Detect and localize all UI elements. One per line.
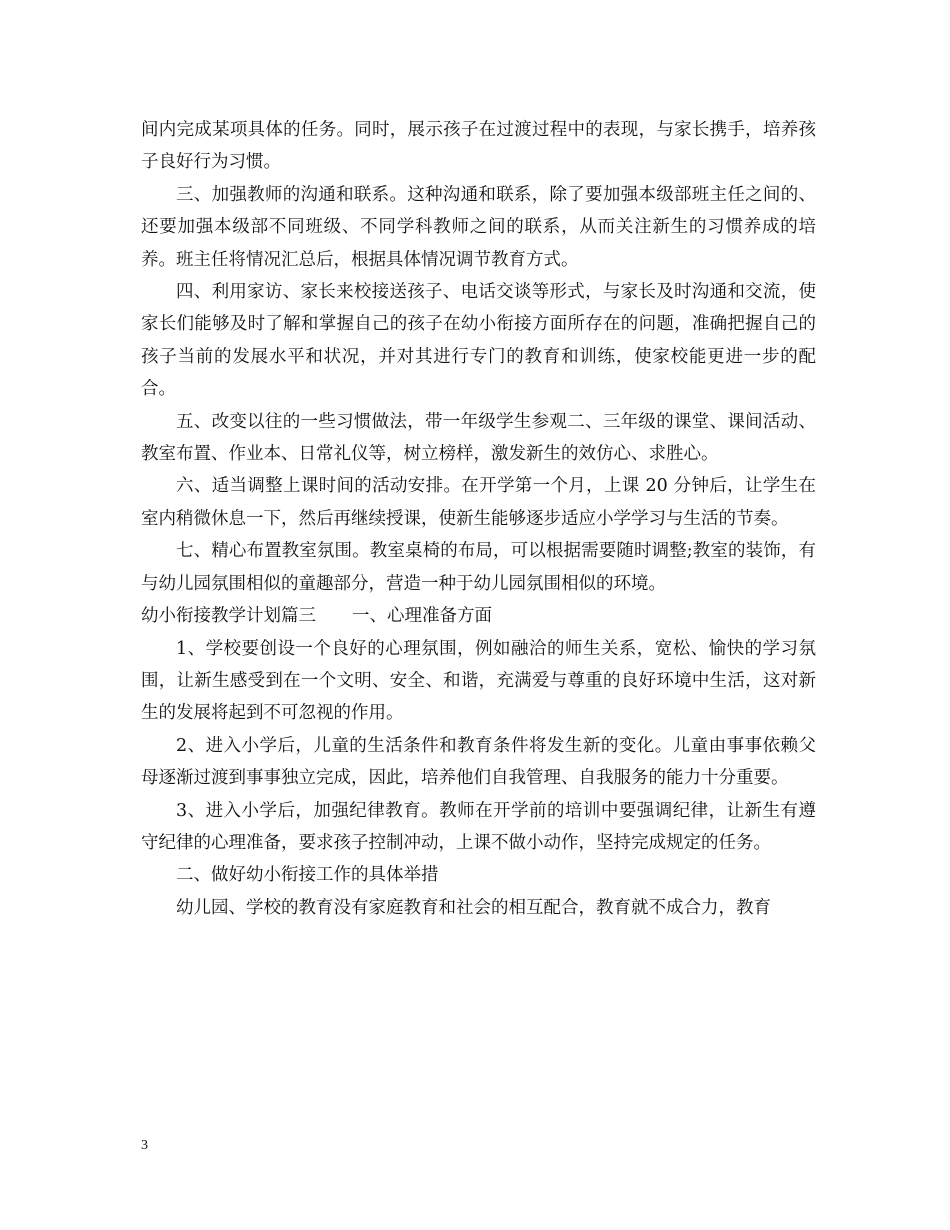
paragraph-three: 三、加强教师的沟通和联系。这种沟通和联系，除了要加强本级部班主任之间的、还要加强本级部不同班级、不同学科教师之间的联系，从而关注新生的习惯养成的培养。班主任将情况汇总后，根据具体情况调节教育方式。 — [141, 184, 816, 270]
paragraph-five: 五、改变以往的一些习惯做法，带一年级学生参观二、三年级的课堂、课间活动、教室布置、作业本、日常礼仪等，树立榜样，激发新生的效仿心、求胜心。 — [141, 411, 816, 465]
paragraph-measures-intro: 幼儿园、学校的教育没有家庭教育和社会的相互配合，教育就不成合力，教育 — [176, 897, 771, 918]
paragraph-four: 四、利用家访、家长来校接送孩子、电话交谈等形式，与家长及时沟通和交流，使家长们能够及时了解和掌握自己的孩子在幼小衔接方面所存在的问题，准确把握自己的孩子当前的发展水平和状况，并对其进行专门的教育和训练，使家校能更进一步的配合。 — [141, 282, 816, 400]
subheading-measures: 二、做好幼小衔接工作的具体举措 — [176, 865, 439, 886]
paragraph-six: 六、适当调整上课时间的活动安排。在开学第一个月，上课 20 分钟后，让学生在室内稍微休息一下，然后再继续授课，使新生能够逐步适应小学学习与生活的节奏。 — [141, 476, 816, 529]
paragraph-seven: 七、精心布置教室氛围。教室桌椅的布局，可以根据需要随时调整;教室的装饰，有与幼儿园氛围相似的童趣部分，营造一种于幼儿园氛围相似的环境。 — [141, 541, 816, 594]
paragraph-item-1: 1、学校要创设一个良好的心理氛围，例如融洽的师生关系，宽松、愉快的学习氛围，让新生感受到在一个文明、安全、和谐，充满爱与尊重的良好环境中生活，这对新生的发展将起到不可忽视的作用。 — [141, 638, 816, 724]
paragraph-continuation: 间内完成某项具体的任务。同时，展示孩子在过渡过程中的表现，与家长携手，培养孩子良好行为习惯。 — [141, 120, 816, 173]
document-body — [141, 114, 816, 924]
paragraph-item-2: 2、进入小学后，儿童的生活条件和教育条件将发生新的变化。儿童由事事依赖父母逐渐过渡到事事独立完成，因此，培养他们自我管理、自我服务的能力十分重要。 — [141, 735, 816, 789]
section-title: 幼小衔接教学计划篇三 — [141, 606, 316, 627]
paragraph-item-3: 3、进入小学后，加强纪律教育。教师在开学前的培训中要强调纪律，让新生有遵守纪律的心理准备，要求孩子控制冲动，上课不做小动作，坚持完成规定的任务。 — [141, 800, 816, 853]
page-number: 3 — [141, 1138, 148, 1153]
section-subtitle: 一、心理准备方面 — [352, 606, 492, 627]
section-heading — [141, 600, 816, 632]
